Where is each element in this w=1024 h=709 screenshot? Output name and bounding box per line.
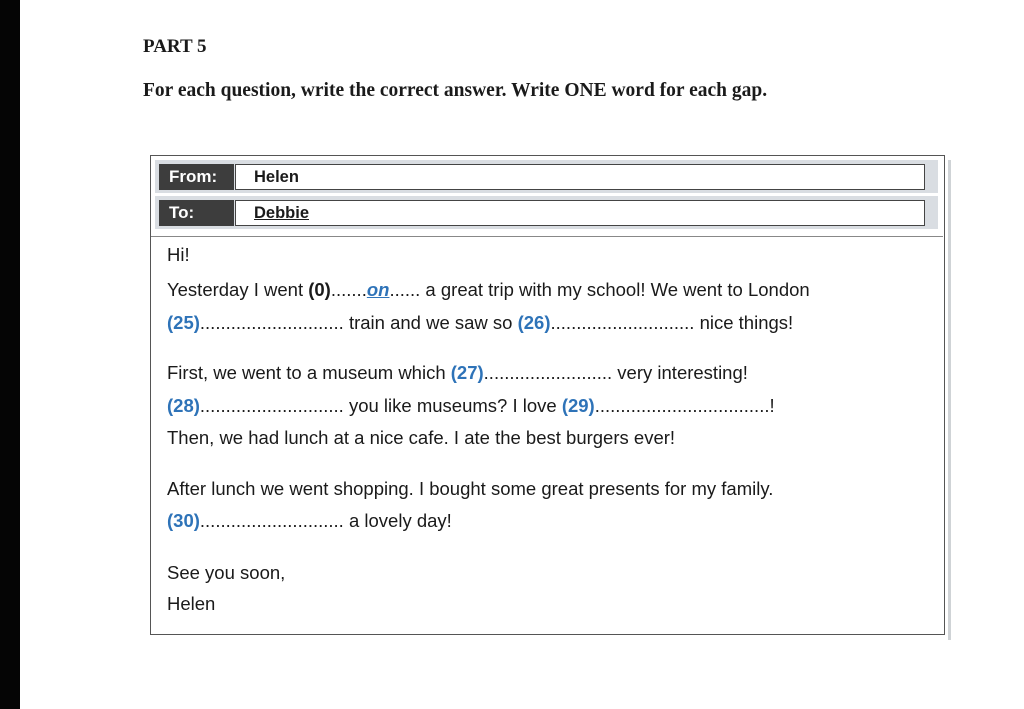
line-28-text: you like museums? I love [343,395,562,416]
to-value: Debbie [254,204,310,222]
to-field [235,200,925,226]
line-28 [167,395,775,417]
gap-27[interactable]: ......................... [483,362,613,383]
line-shopping: After lunch we went shopping. I bought some great presents for my family. [167,478,774,499]
gap-29[interactable]: .................................. [594,395,770,416]
to-label: To: [159,200,234,226]
gap-number-30: (30) [167,510,200,531]
signature: Helen [167,593,216,614]
to-row [155,196,938,229]
instruction-text: For each question, write the correct answer. Write ONE word for each gap. [143,80,768,101]
email-box [150,155,945,635]
line-26-text: nice things! [694,312,794,333]
line-25-text: train and we saw so [343,312,518,333]
from-label: From: [159,164,234,190]
line-lunch: Then, we had lunch at a nice cafe. I ate the best burgers ever! [167,427,676,448]
gap-number-25: (25) [167,312,200,333]
line-29-text: ! [769,395,775,416]
line-30-text: a lovely day! [343,510,452,531]
gap-28[interactable]: ............................ [199,395,344,416]
line-27-text-a: First, we went to a museum which [167,362,451,383]
gap-dots-0a: ....... [330,279,367,300]
line-27-text-b: very interesting! [612,362,748,383]
gap-number-28: (28) [167,395,200,416]
line-0 [167,279,810,301]
page-edge-shadow [948,160,951,640]
line-0-text-a: Yesterday I went [167,279,309,300]
gap-25[interactable]: ............................ [199,312,344,333]
gap-26[interactable]: ............................ [550,312,695,333]
line-25 [167,312,793,334]
gap-30[interactable]: ............................ [199,510,344,531]
part-title: PART 5 [143,36,207,57]
line-27 [167,362,748,384]
closing: See you soon, [167,562,286,583]
from-field [235,164,925,190]
left-dark-bar [0,0,20,709]
from-row [155,160,938,193]
header-divider [151,236,943,237]
gap-dots-0b: ...... [389,279,421,300]
line-0-text-b: a great trip with my school! We went to London [420,279,810,300]
gap-number-0: (0) [308,279,331,300]
line-30 [167,510,452,532]
greeting: Hi! [167,244,190,265]
from-value: Helen [254,168,299,186]
gap-number-27: (27) [450,362,484,383]
gap-number-26: (26) [517,312,551,333]
example-answer: on [366,279,390,300]
gap-number-29: (29) [561,395,595,416]
